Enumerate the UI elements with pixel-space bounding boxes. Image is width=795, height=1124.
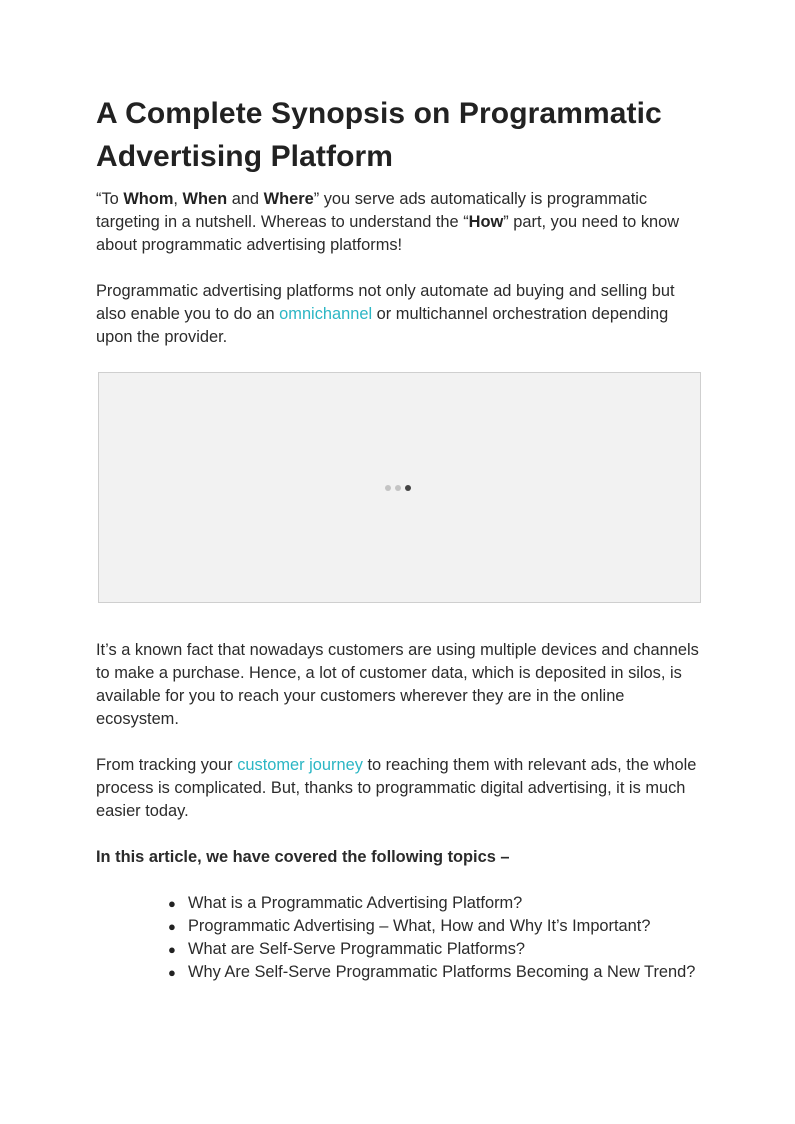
customer-journey-paragraph	[96, 754, 706, 823]
paragraph-text: From tracking your	[96, 756, 238, 774]
topic-text: Why Are Self-Serve Programmatic Platforms Becoming a New Trend?	[188, 963, 696, 981]
customers-paragraph: It’s a known fact that nowadays customers are using multiple devices and channels to make a purchase. Hence, a lot of customer data, which is deposited in silos, is available for you to reach your customers wherever they are in the online ecosystem.	[96, 641, 699, 728]
list-item	[168, 938, 706, 961]
topic-text: What are Self-Serve Programmatic Platforms?	[188, 940, 526, 958]
carousel-indicator	[385, 485, 411, 491]
intro-bold-how: How	[468, 213, 504, 231]
intro-bold-when: When	[182, 190, 228, 208]
list-item	[168, 915, 706, 938]
list-item	[168, 892, 706, 915]
page-title: A Complete Synopsis on Programmatic Advertising Platform	[96, 97, 662, 173]
intro-bold-whom: Whom	[123, 190, 174, 208]
intro-paragraph	[96, 188, 706, 257]
topic-text: Programmatic Advertising – What, How and Why It’s Important?	[188, 917, 651, 935]
omnichannel-paragraph	[96, 280, 706, 349]
carousel-dot-icon[interactable]	[405, 485, 411, 491]
paragraph-text: to reaching them with relevant ads, the whole process is complicated. But, thanks to programmatic digital advertising, it is much easier today.	[96, 756, 697, 820]
bullet-icon: ●	[168, 965, 176, 980]
bullet-icon: ●	[168, 919, 176, 934]
intro-text: “To	[96, 190, 124, 208]
carousel-dot-icon[interactable]	[385, 485, 391, 491]
intro-text: ” you serve ads automatically is programmatic targeting in a nutshell. Whereas to understand the “	[96, 190, 648, 231]
bullet-icon: ●	[168, 896, 176, 911]
carousel-dot-icon[interactable]	[395, 485, 401, 491]
intro-text: ” part, you need to know about programmatic advertising platforms!	[96, 213, 680, 254]
omnichannel-link[interactable]: omnichannel	[279, 305, 373, 323]
topic-text: What is a Programmatic Advertising Platform?	[188, 894, 523, 912]
customer-journey-link[interactable]: customer journey	[237, 756, 363, 774]
paragraph-text: or multichannel orchestration depending upon the provider.	[96, 305, 669, 346]
topics-list	[96, 892, 706, 984]
embedded-media-placeholder[interactable]	[98, 372, 701, 603]
intro-bold-where: Where	[263, 190, 314, 208]
list-item	[168, 961, 706, 984]
intro-text: ,	[173, 190, 183, 208]
intro-text: and	[227, 190, 264, 208]
paragraph-text: Programmatic advertising platforms not only automate ad buying and selling but also enable you to do an	[96, 282, 675, 323]
topics-heading: In this article, we have covered the following topics –	[96, 848, 510, 866]
bullet-icon: ●	[168, 942, 176, 957]
